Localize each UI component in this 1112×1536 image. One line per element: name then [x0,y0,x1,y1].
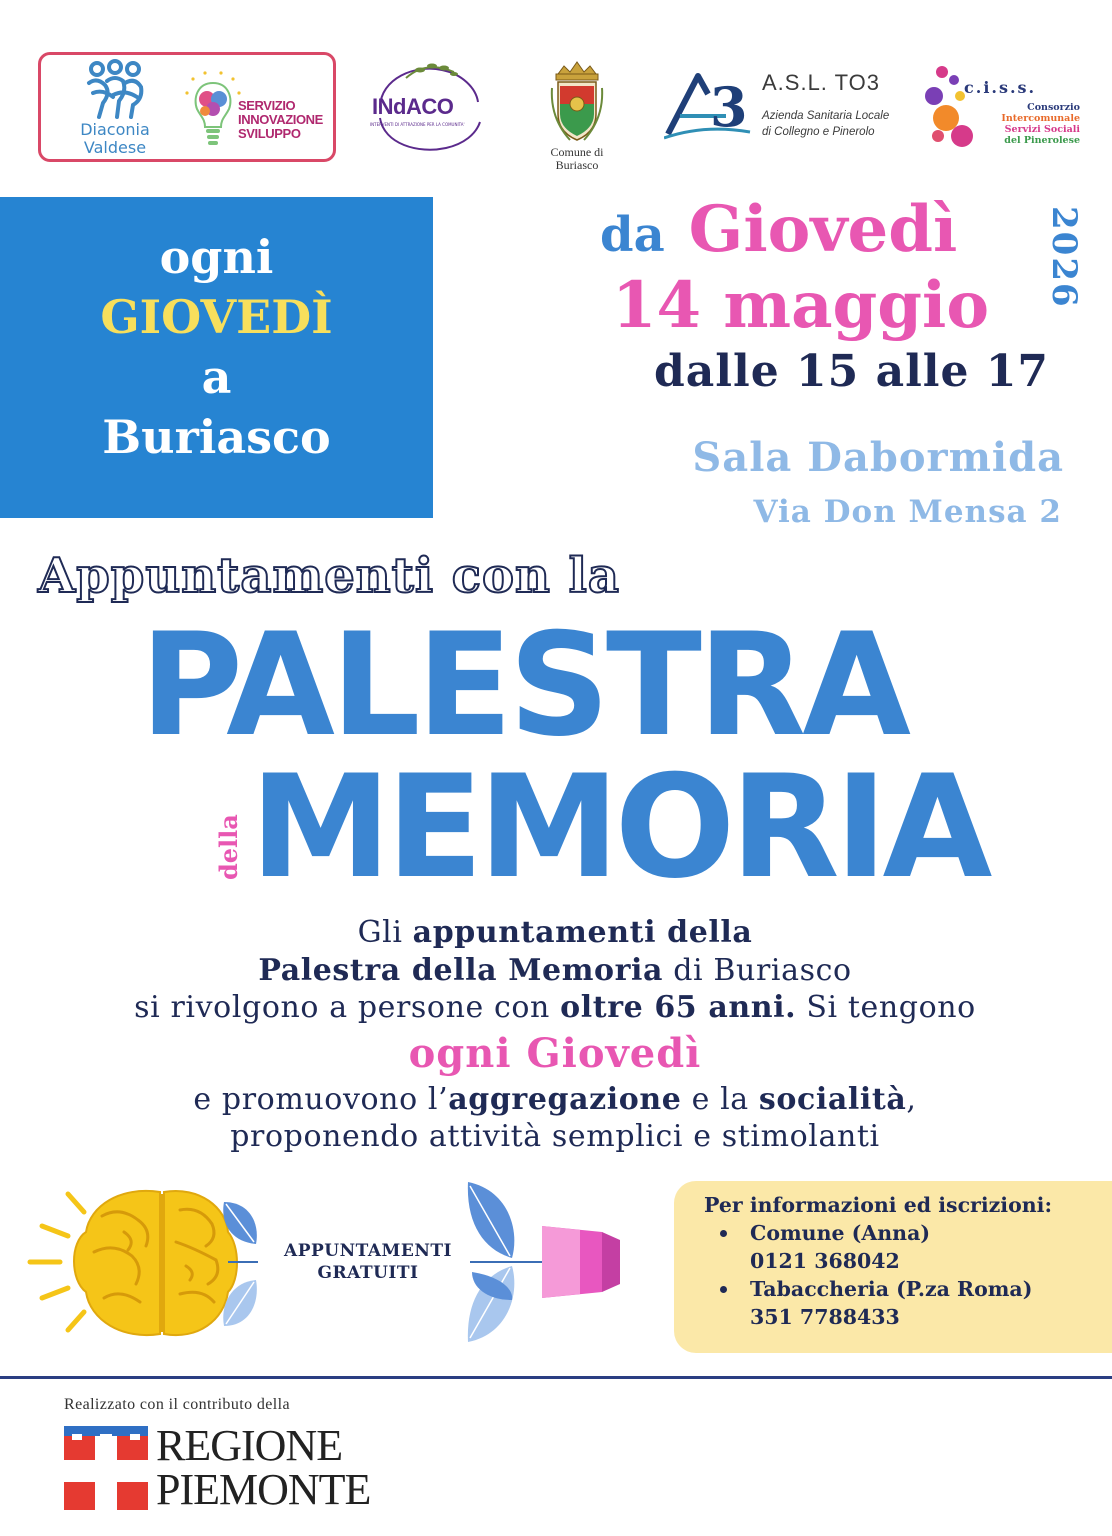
bullet-icon [720,1230,727,1237]
servizio-innovazione-logo [183,69,333,153]
start-date-line [600,192,957,267]
desc-1b: appuntamenti della [412,915,753,950]
year: 2026 [1044,206,1084,309]
servizio-line-3: SVILUPPO [238,126,301,141]
desc-line-1 [40,914,1070,952]
title-intro: Appuntamenti con la [38,548,620,604]
date-prefix: da [600,207,665,263]
info-box [674,1181,1112,1353]
partner-logos-box [38,52,336,162]
contact-item [704,1275,1112,1331]
desc-3c: Si tengono [796,990,976,1025]
desc-5e: , [906,1081,917,1117]
desc-line-5 [40,1081,1070,1119]
venue: Sala Dabormida [692,434,1064,481]
asl-title: A.S.L. TO3 [762,70,881,95]
brain-icon [74,1191,237,1335]
free-line-2: GRATUITI [317,1263,419,1283]
regione-flag-icon [64,1426,148,1510]
info-title: Per informazioni ed iscrizioni: [704,1193,1053,1217]
indaco-name: INdACO [372,94,454,119]
free-line-1: APPUNTAMENTI [284,1241,452,1261]
desc-3b: oltre 65 anni. [560,990,797,1025]
contact-phone[interactable]: 351 7788433 [750,1305,900,1329]
start-date: 14 maggio [612,268,990,343]
date-day: Giovedì [688,192,958,267]
desc-5c: e la [681,1081,759,1117]
ciss-sub-2: Intercomunale [1001,113,1080,124]
people-logo-icon [83,59,147,121]
ciss-title [964,78,1036,97]
bullet-icon [720,1286,727,1293]
desc-highlight: ogni Giovedì [408,1029,702,1077]
desc-2a: di Buriasco [663,952,852,988]
contact-name: Comune (Anna) [750,1221,931,1245]
desc-2b: Palestra della Memoria [258,952,664,988]
servizio-line-2: INNOVAZIONE [238,112,323,127]
servizio-line-1: SERVIZIO [238,98,296,113]
free-badge [270,1240,466,1284]
lightbulb-brain-icon [183,69,243,153]
diaconia-valdese-logo [65,59,165,157]
desc-5a: e promuovono l’ [193,1081,449,1117]
title-memoria: MEMORIA [250,745,988,910]
time-range: dalle 15 alle 17 [654,346,1050,397]
comune-buriasco-logo [534,58,620,172]
regione-line-2: PIEMONTE [156,1465,371,1514]
ciss-logo [924,62,1080,154]
coat-of-arms-icon [550,58,604,146]
asl-to3-logo [664,66,896,146]
comune-line-1: Comune di [550,145,604,159]
svg-text:3: 3 [710,75,748,139]
title-palestra: PALESTRA [140,603,908,768]
diaconia-name-1: Diaconia [80,120,150,139]
ciss-sub-3: Servizi Sociali [1004,124,1080,135]
ciss-sub-1: Consorzio [1027,102,1080,113]
weekly-schedule-box [0,197,433,518]
servizio-text [238,99,334,141]
contact-phone[interactable]: 0121 368042 [750,1249,900,1273]
flower-icon [542,1226,620,1298]
desc-5d: socialità [758,1081,907,1117]
description [40,914,1070,1156]
regione-line-1: REGIONE [156,1421,343,1470]
desc-5b: aggregazione [448,1081,682,1117]
footer-divider [0,1376,1112,1379]
desc-3a: si rivolgono a persone con [134,990,561,1025]
comune-line-2: Buriasco [555,158,599,172]
desc-1a: Gli [357,915,413,950]
ciss-sub-4: del Pinerolese [1004,135,1080,146]
blue-box-line-1: ogni [159,230,274,284]
blue-box-line-3: a [201,350,232,404]
blue-box-line-2: GIOVEDÌ [100,290,333,344]
footer-note: Realizzato con il contributo della [64,1396,290,1413]
desc-line-2 [40,952,1070,990]
ciss-title-text: c.i.s.s. [964,78,1037,97]
asl-sub-1: Azienda Sanitaria Locale [762,110,890,122]
indaco-tagline: INTERVENTI DI ATTRAZIONE PER LA COMUNITA' [370,122,465,127]
title-connector: della [214,814,243,880]
diaconia-name-2: Valdese [83,138,147,157]
indaco-logo [366,58,490,158]
regione-piemonte-name [156,1421,371,1514]
contact-item [704,1219,1112,1275]
desc-line-3 [40,989,1070,1027]
contact-name: Tabaccheria (P.za Roma) [750,1277,1033,1301]
ciss-subtitle [960,102,1080,146]
asl-subtitle [762,108,889,140]
address: Via Don Mensa 2 [753,494,1062,530]
desc-line-6: proponendo attività semplici e stimolanti [230,1119,880,1154]
blue-box-line-4: Buriasco [102,410,331,464]
asl-sub-2: di Collegno e Pinerolo [762,126,875,138]
asl-logo-icon [664,66,754,142]
